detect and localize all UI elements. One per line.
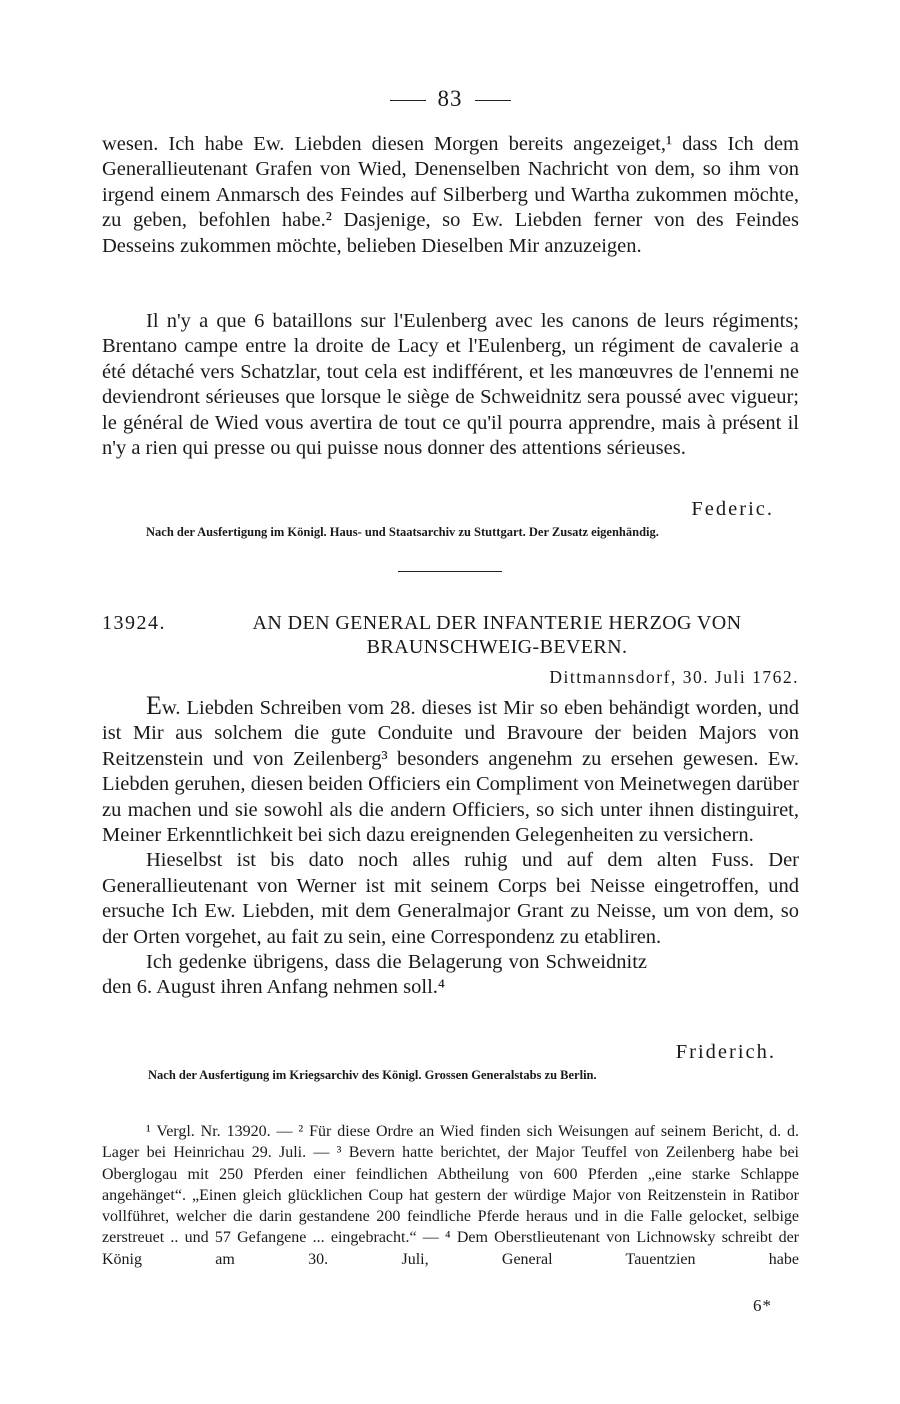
letter-paragraph-1 bbox=[102, 693, 799, 848]
letter-paragraph-1-text: w. Liebden Schreiben vom 28. dieses ist Mir so eben behändigt worden, und ist Mir aus solchem die gute Conduite und Bravoure der beiden Majors von Reitzenstein und von Zeilenberg³ besonders angenehm zu ersehen gewesen. Ew. Liebden geruhen, diesen beiden Officiers ein Compliment von Meinetwegen darüber zu machen und sie sowohl als die andern Officiers, so sich unter ihnen distinguiret, Meiner Erkenntlichkeit bei sich dazu ereignenden Gelegenheiten zu versichern. bbox=[102, 697, 799, 847]
page-number-left-dash bbox=[390, 100, 426, 101]
letter-place-date: Dittmannsdorf, 30. Juli 1762. bbox=[549, 667, 799, 687]
letter-source-note: Nach der Ausfertigung im Kriegsarchiv des Königl. Grossen Generalstabs zu Berlin. bbox=[148, 1068, 597, 1082]
letter-initial: E bbox=[146, 691, 162, 720]
letter-paragraph-2: Hieselbst ist bis dato noch alles ruhig und auf dem alten Fuss. Der Generallieutenant von Werner ist mit seinem Corps bei Neisse eingetroffen, und ersuche Ich Ew. Liebden, mit dem Generalmajor Grant zu Neisse, um von dem, so der Orten vorgehet, au fait zu sein, eine Correspondenz zu etabliren. bbox=[102, 849, 799, 948]
previous-letter-body bbox=[102, 132, 799, 259]
letter-title-line-2: BRAUNSCHWEIG-BEVERN. bbox=[366, 636, 628, 658]
previous-letter-signature: Federic. bbox=[691, 498, 774, 520]
letter-paragraph-3: Ich gedenke übrigens, dass die Belagerung von Schweidnitz den 6. August ihren Anfang nehmen soll.⁴ bbox=[102, 951, 647, 999]
signature-mark: 6* bbox=[753, 1296, 772, 1315]
page-number: 83 bbox=[437, 86, 463, 111]
previous-letter-paragraph-1: wesen. Ich habe Ew. Liebden diesen Morgen bereits angezeiget,¹ dass Ich dem Generallieutenant Grafen von Wied, Denenselben Nachricht von dem, so ihm von irgend einem Anmarsch des Feindes auf Silberberg und Wartha zukommen möchte, zu geben, befohlen habe.² Dasjenige, so Ew. Liebden ferner von des Feindes Desseins zukommen möchte, belieben Dieselben Mir anzuzeigen. bbox=[102, 133, 799, 257]
letter-title-line-1: AN DEN GENERAL DER INFANTERIE HERZOG VON bbox=[252, 612, 742, 634]
previous-letter-french-block bbox=[102, 309, 799, 461]
page-number-line bbox=[0, 86, 900, 112]
letter-title bbox=[195, 611, 799, 659]
section-divider bbox=[398, 571, 502, 572]
previous-letter-source-note: Nach der Ausfertigung im Königl. Haus- und Staatsarchiv zu Stuttgart. Der Zusatz eigenhändig. bbox=[146, 525, 659, 539]
letter-body bbox=[102, 693, 799, 1001]
page-number-right-dash bbox=[475, 100, 511, 101]
footnotes: ¹ Vergl. Nr. 13920. — ² Für diese Ordre an Wied finden sich Weisungen auf seinem Bericht, d. d. Lager bei Heinrichau 29. Juli. — ³ Bevern hatte berichtet, der Major Teuffel von Zeilenberg habe bei Oberglogau mit 250 Pferden einer feindlichen Abtheilung von 600 Pferden „eine starke Schlappe angehänget“. „Einen gleich glücklichen Coup hat gestern der würdige Major von Reitzenstein in Ratibor vollführet, welcher die darin gestandene 200 feindliche Pferde heraus und in die Falle gelocket, selbige zerstreuet .. und 57 Gefangene ... eingebracht.“ — ⁴ Dem Oberstlieutenant von Lichnowsky schreibt der König am 30. Juli, General Tauentzien habe bbox=[102, 1123, 799, 1268]
letter-number: 13924. bbox=[102, 612, 166, 634]
previous-letter-paragraph-2: Il n'y a que 6 bataillons sur l'Eulenberg avec les canons de leurs régiments; Brentano campe entre la droite de Lacy et l'Eulenberg, un régiment de cavalerie a été détaché vers Schatzlar, tout cela est indifférent, et les manœuvres de l'ennemi ne deviendront sérieuses que lorsque le siège de Schweidnitz sera poussé avec vigueur; le général de Wied vous avertira de tout ce qu'il pourra apprendre, mais à présent il n'y a rien qui presse ou qui puisse nous donner des attentions sérieuses. bbox=[102, 310, 799, 460]
letter-signature: Friderich. bbox=[675, 1041, 776, 1063]
